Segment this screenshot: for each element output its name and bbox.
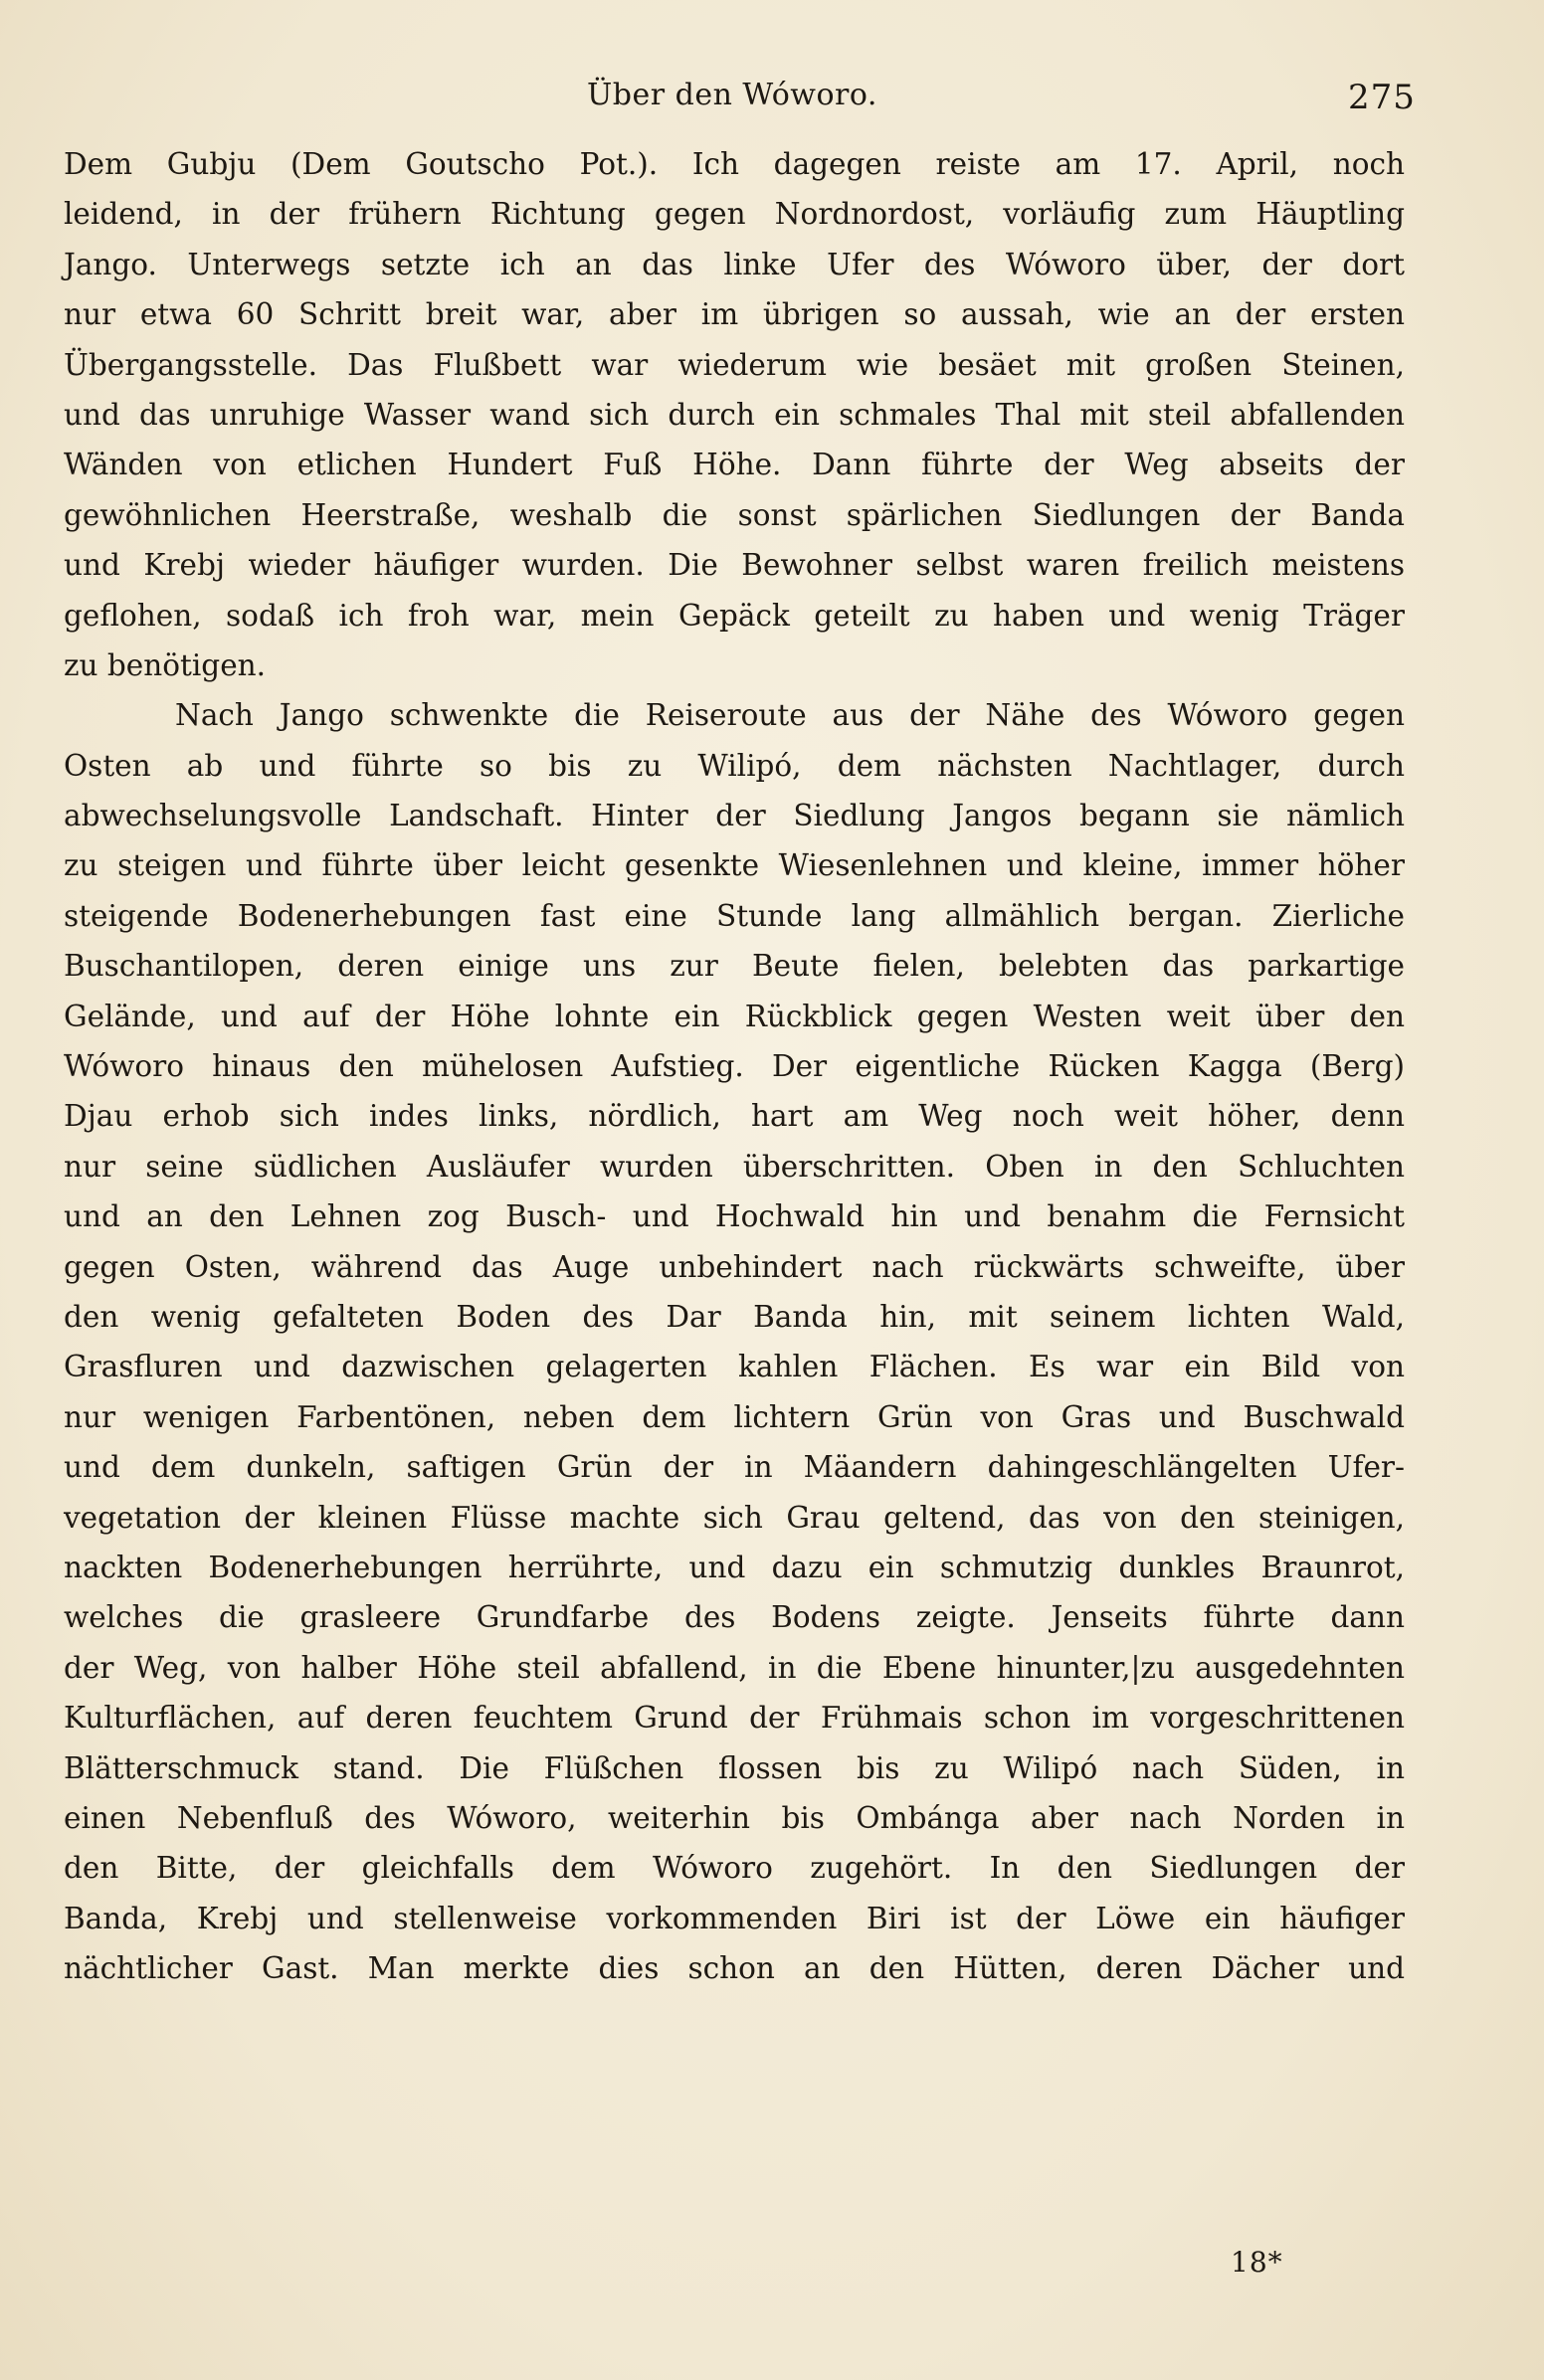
text-line: Blätterschmuck stand. Die Flüßchen flossen bis zu Wilipó nach Süden, in xyxy=(64,1750,1405,1785)
text-line: geflohen, sodaß ich froh war, mein Gepäck geteilt zu haben und wenig Träger xyxy=(64,598,1405,633)
text-line: und das unruhige Wasser wand sich durch ein schmales Thal mit steil abfallenden xyxy=(64,397,1405,432)
text-line: einen Nebenfluß des Wóworo, weiterhin bis Ombánga aber nach Norden in xyxy=(64,1800,1405,1835)
paragraph-end-line: zu benötigen. xyxy=(64,647,267,682)
text-line: nächtlicher Gast. Man merkte dies schon an den Hütten, deren Dächer und xyxy=(64,1951,1405,1986)
running-title: Über den Wóworo. xyxy=(587,78,877,112)
text-line: Wänden von etlichen Hundert Fuß Höhe. Dann führte der Weg abseits der xyxy=(64,448,1405,482)
text-line: und dem dunkeln, saftigen Grün der in Mäandern dahingeschlängelten Ufer- xyxy=(64,1450,1405,1485)
text-line: steigende Bodenerhebungen fast eine Stunde lang allmählich bergan. Zierliche xyxy=(64,898,1405,933)
text-line: nur etwa 60 Schritt breit war, aber im übrigen so aussah, wie an der ersten xyxy=(64,297,1405,332)
signature-mark: 18* xyxy=(1231,2246,1283,2279)
paragraph-start-line: Nach Jango schwenkte die Reiseroute aus der Nähe des Wóworo gegen xyxy=(175,698,1405,733)
text-line: gegen Osten, während das Auge unbehindert nach rückwärts schweifte, über xyxy=(64,1249,1405,1284)
text-line: vegetation der kleinen Flüsse machte sich Grau geltend, das von den steinigen, xyxy=(64,1500,1405,1535)
text-line: Wóworo hinaus den mühelosen Aufstieg. Der eigentliche Rücken Kagga (Berg) xyxy=(64,1049,1405,1084)
text-line: und an den Lehnen zog Busch- und Hochwald hin und benahm die Fernsicht xyxy=(64,1199,1405,1234)
text-line: Kulturflächen, auf deren feuchtem Grund der Frühmais schon im vorgeschrittenen xyxy=(64,1701,1405,1736)
text-line: nur seine südlichen Ausläufer wurden überschritten. Oben in den Schluchten xyxy=(64,1149,1405,1184)
text-line: Djau erhob sich indes links, nördlich, hart am Weg noch weit höher, denn xyxy=(64,1099,1405,1134)
text-line: den wenig gefalteten Boden des Dar Banda hin, mit seinem lichten Wald, xyxy=(64,1299,1405,1334)
text-line: Buschantilopen, deren einige uns zur Beute fielen, belebten das parkartige xyxy=(64,949,1405,984)
text-line: Osten ab und führte so bis zu Wilipó, dem nächsten Nachtlager, durch xyxy=(64,748,1405,783)
text-line: Gelände, und auf der Höhe lohnte ein Rückblick gegen Westen weit über den xyxy=(64,999,1405,1033)
text-line: den Bitte, der gleichfalls dem Wóworo zugehört. In den Siedlungen der xyxy=(64,1851,1405,1886)
text-line: nackten Bodenerhebungen herrührte, und dazu ein schmutzig dunkles Braunrot, xyxy=(64,1550,1405,1584)
text-line: welches die grasleere Grundfarbe des Bodens zeigte. Jenseits führte dann xyxy=(64,1600,1405,1635)
text-line: abwechselungsvolle Landschaft. Hinter der Siedlung Jangos begann sie nämlich xyxy=(64,799,1405,833)
text-line: Jango. Unterwegs setzte ich an das linke Ufer des Wóworo über, der dort xyxy=(64,247,1405,281)
text-line: Banda, Krebj und stellenweise vorkommenden Biri ist der Löwe ein häufiger xyxy=(64,1901,1405,1935)
text-line: der Weg, von halber Höhe steil abfallend, in die Ebene hinunter,|zu ausgedehnten xyxy=(64,1650,1405,1685)
text-line: zu steigen und führte über leicht gesenkte Wiesenlehnen und kleine, immer höher xyxy=(64,848,1405,883)
text-line: Übergangsstelle. Das Flußbett war wiederum wie besäet mit großen Steinen, xyxy=(64,347,1405,382)
text-line: Grasfluren und dazwischen gelagerten kahlen Flächen. Es war ein Bild von xyxy=(64,1350,1405,1384)
text-line: nur wenigen Farbentönen, neben dem lichtern Grün von Gras und Buschwald xyxy=(64,1399,1405,1434)
text-line: leidend, in der frühern Richtung gegen Nordnordost, vorläufig zum Häuptling xyxy=(64,197,1405,232)
text-line: gewöhnlichen Heerstraße, weshalb die sonst spärlichen Siedlungen der Banda xyxy=(64,497,1405,532)
text-line: Dem Gubju (Dem Goutscho Pot.). Ich dagegen reiste am 17. April, noch xyxy=(64,147,1405,181)
page-number: 275 xyxy=(1348,78,1416,117)
body-text xyxy=(64,139,1405,1993)
text-line: und Krebj wieder häufiger wurden. Die Bewohner selbst waren freilich meistens xyxy=(64,548,1405,583)
